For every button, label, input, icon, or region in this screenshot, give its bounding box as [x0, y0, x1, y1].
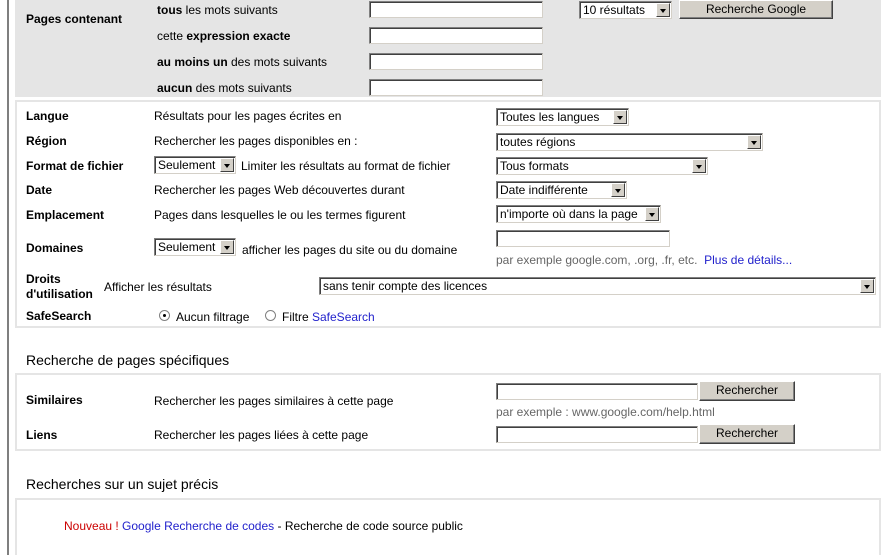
- droits-label-line2: d'utilisation: [26, 287, 93, 301]
- none-words-label: aucun des mots suivants: [157, 81, 292, 95]
- droits-desc: Afficher les résultats: [104, 280, 212, 294]
- region-label: Région: [26, 134, 67, 148]
- code-search-link[interactable]: Google Recherche de codes: [122, 519, 275, 533]
- new-badge: Nouveau !: [64, 519, 119, 533]
- safesearch-filter-label: Filtre SafeSearch: [282, 310, 375, 324]
- all-words-label: tous les mots suivants: [157, 3, 278, 17]
- date-label: Date: [26, 183, 53, 197]
- domaines-label: Domaines: [26, 241, 84, 255]
- chevron-down-icon: [860, 279, 874, 293]
- format-label: Format de fichier: [26, 159, 124, 173]
- details-link[interactable]: Plus de détails...: [704, 253, 793, 267]
- domain-input[interactable]: [496, 230, 670, 247]
- any-words-input[interactable]: [369, 53, 543, 70]
- chevron-down-icon: [747, 135, 761, 149]
- topic-section-title: Recherches sur un sujet précis: [26, 476, 219, 492]
- results-count-select[interactable]: 10 résultats: [579, 1, 672, 19]
- safesearch-filter-radio[interactable]: [265, 310, 276, 321]
- chevron-down-icon: [645, 207, 659, 221]
- emplacement-select[interactable]: n'importe où dans la page: [496, 205, 661, 223]
- all-words-input[interactable]: [369, 1, 543, 18]
- left-border: [7, 0, 9, 555]
- chevron-down-icon: [613, 110, 627, 124]
- domaines-desc: afficher les pages du site ou du domaine: [242, 243, 458, 257]
- emplacement-desc: Pages dans lesquelles le ou les termes figurent: [154, 208, 406, 222]
- no-filter-radio[interactable]: [159, 310, 170, 321]
- safesearch-link[interactable]: SafeSearch: [312, 310, 375, 324]
- langue-desc: Résultats pour les pages écrites en: [154, 109, 342, 123]
- format-desc: Limiter les résultats au format de fichier: [241, 159, 451, 173]
- similar-search-button[interactable]: Rechercher: [699, 381, 795, 401]
- links-url-input[interactable]: [496, 426, 698, 443]
- domain-hint: par exemple google.com, .org, .fr, etc. Plus de détails...: [496, 253, 793, 267]
- region-desc: Rechercher les pages disponibles en :: [154, 134, 358, 148]
- safesearch-label: SafeSearch: [26, 309, 92, 323]
- format-select[interactable]: Tous formats: [496, 157, 708, 175]
- region-select[interactable]: toutes régions: [496, 133, 763, 151]
- chevron-down-icon: [611, 183, 625, 197]
- chevron-down-icon: [692, 159, 706, 173]
- code-search-line: Nouveau ! Google Recherche de codes - Recherche de code source public: [64, 519, 463, 533]
- none-words-input[interactable]: [369, 79, 543, 96]
- date-desc: Rechercher les pages Web découvertes durant: [154, 183, 405, 197]
- liens-label: Liens: [26, 428, 58, 442]
- chevron-down-icon: [656, 3, 670, 17]
- license-select[interactable]: sans tenir compte des licences: [319, 277, 876, 295]
- pages-contenant-label: Pages contenant: [26, 12, 123, 26]
- any-words-label: au moins un des mots suivants: [157, 55, 328, 69]
- exact-phrase-label: cette expression exacte: [157, 29, 291, 43]
- liens-desc: Rechercher les pages liées à cette page: [154, 428, 369, 442]
- format-mode-select[interactable]: Seulement: [154, 156, 236, 174]
- emplacement-label: Emplacement: [26, 208, 105, 222]
- droits-label-line1: Droits: [26, 272, 61, 286]
- langue-label: Langue: [26, 109, 69, 123]
- links-search-button[interactable]: Rechercher: [699, 424, 795, 444]
- chevron-down-icon: [220, 158, 234, 172]
- exact-phrase-input[interactable]: [369, 27, 543, 44]
- similaires-label: Similaires: [26, 393, 83, 407]
- date-select[interactable]: Date indifférente: [496, 181, 627, 199]
- similaires-desc: Rechercher les pages similaires à cette page: [154, 394, 394, 408]
- similar-hint: par exemple : www.google.com/help.html: [496, 405, 715, 419]
- langue-select[interactable]: Toutes les langues: [496, 108, 629, 126]
- domaines-mode-select[interactable]: Seulement: [154, 238, 236, 256]
- no-filter-label: Aucun filtrage: [176, 310, 250, 324]
- chevron-down-icon: [220, 240, 234, 254]
- google-search-button[interactable]: Recherche Google: [679, 0, 833, 19]
- specific-section-title: Recherche de pages spécifiques: [26, 352, 230, 368]
- similar-url-input[interactable]: [496, 383, 698, 400]
